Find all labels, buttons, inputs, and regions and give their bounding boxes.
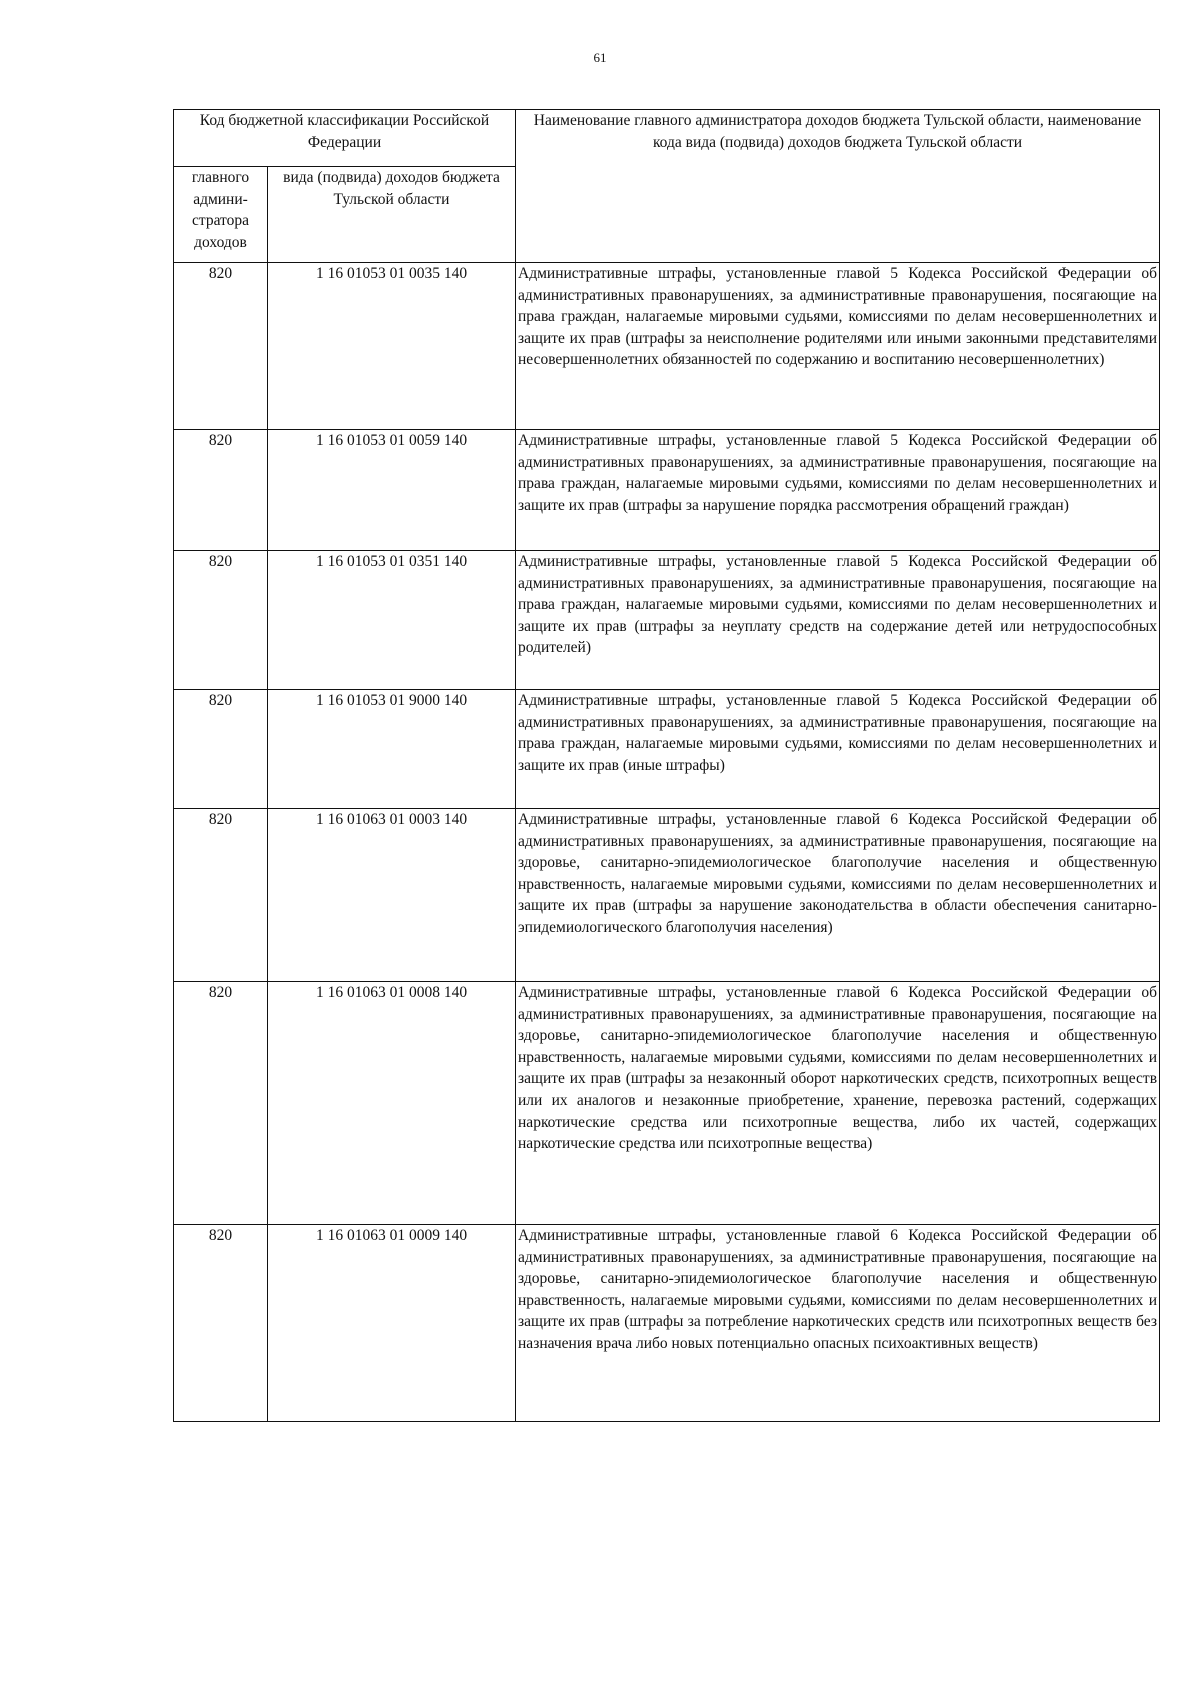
- table-row: [174, 982, 1160, 1225]
- admin-code-cell: 820: [174, 263, 268, 430]
- classification-code-header: Код бюджетной классификации Российской Федерации: [174, 110, 516, 167]
- admin-code-cell: 820: [174, 690, 268, 809]
- income-description-cell: Административные штрафы, установленные главой 6 Кодекса Российской Федерации об административных правонарушениях, за административные правонарушения, посягающие на здоровье, санитарно-эпидемиологическое благополучие населения и общественную нравственность, налагаемые мировыми судьями, комиссиями по делам несовершеннолетних и защите их прав (штрафы за незаконный оборот наркотических средств, психотропных веществ или их аналогов и незаконные приобретение, хранение, перевозка растений, содержащих наркотические средства или психотропные вещества, либо их частей, содержащих наркотические средства или психотропные вещества): [516, 982, 1160, 1225]
- admin-code-header: главного админи-стратора доходов: [174, 167, 268, 263]
- income-description-cell: Административные штрафы, установленные главой 5 Кодекса Российской Федерации об административных правонарушениях, за административные правонарушения, посягающие на права граждан, налагаемые мировыми судьями, комиссиями по делам несовершеннолетних и защите их прав (штрафы за нарушение порядка рассмотрения обращений граждан): [516, 430, 1160, 551]
- table-row: [174, 263, 1160, 430]
- income-code-cell: 1 16 01063 01 0008 140: [268, 982, 516, 1225]
- admin-code-cell: 820: [174, 1225, 268, 1422]
- table-header: [174, 110, 1160, 263]
- income-code-cell: 1 16 01053 01 0035 140: [268, 263, 516, 430]
- admin-code-cell: 820: [174, 809, 268, 982]
- admin-code-cell: 820: [174, 430, 268, 551]
- table-row: [174, 690, 1160, 809]
- page-number: 61: [593, 50, 607, 65]
- header-row: [174, 110, 1160, 167]
- table-row: [174, 430, 1160, 551]
- table-body: [174, 263, 1160, 1422]
- income-description-cell: Административные штрафы, установленные главой 6 Кодекса Российской Федерации об административных правонарушениях, за административные правонарушения, посягающие на здоровье, санитарно-эпидемиологическое благополучие населения и общественную нравственность, налагаемые мировыми судьями, комиссиями по делам несовершеннолетних и защите их прав (штрафы за потребление наркотических средств или психотропных веществ без назначения врача либо новых потенциально опасных психоактивных веществ): [516, 1225, 1160, 1422]
- table-row: [174, 809, 1160, 982]
- income-code-cell: 1 16 01063 01 0003 140: [268, 809, 516, 982]
- budget-classification-table: [173, 109, 1160, 1422]
- income-code-cell: 1 16 01053 01 0059 140: [268, 430, 516, 551]
- income-description-cell: Административные штрафы, установленные главой 5 Кодекса Российской Федерации об административных правонарушениях, за административные правонарушения, посягающие на права граждан, налагаемые мировыми судьями, комиссиями по делам несовершеннолетних и защите их прав (штрафы за неуплату средств на содержание детей или нетрудоспособных родителей): [516, 551, 1160, 690]
- table-row: [174, 551, 1160, 690]
- income-code-cell: 1 16 01053 01 0351 140: [268, 551, 516, 690]
- income-code-cell: 1 16 01053 01 9000 140: [268, 690, 516, 809]
- income-name-header: Наименование главного администратора доходов бюджета Тульской области, наименование кода вида (подвида) доходов бюджета Тульской области: [516, 110, 1160, 263]
- admin-code-cell: 820: [174, 982, 268, 1225]
- income-description-cell: Административные штрафы, установленные главой 5 Кодекса Российской Федерации об административных правонарушениях, за административные правонарушения, посягающие на права граждан, налагаемые мировыми судьями, комиссиями по делам несовершеннолетних и защите их прав (штрафы за неисполнение родителями или иными законными представителями несовершеннолетних обязанностей по содержанию и воспитанию несовершеннолетних): [516, 263, 1160, 430]
- income-code-cell: 1 16 01063 01 0009 140: [268, 1225, 516, 1422]
- admin-code-cell: 820: [174, 551, 268, 690]
- income-description-cell: Административные штрафы, установленные главой 5 Кодекса Российской Федерации об административных правонарушениях, за административные правонарушения, посягающие на права граждан, налагаемые мировыми судьями, комиссиями по делам несовершеннолетних и защите их прав (иные штрафы): [516, 690, 1160, 809]
- table-row: [174, 1225, 1160, 1422]
- income-description-cell: Административные штрафы, установленные главой 6 Кодекса Российской Федерации об административных правонарушениях, за административные правонарушения, посягающие на здоровье, санитарно-эпидемиологическое благополучие населения и общественную нравственность, налагаемые мировыми судьями, комиссиями по делам несовершеннолетних и защите их прав (штрафы за нарушение законодательства в области обеспечения санитарно-эпидемиологического благополучия населения): [516, 809, 1160, 982]
- income-type-code-header: вида (подвида) доходов бюджета Тульской области: [268, 167, 516, 263]
